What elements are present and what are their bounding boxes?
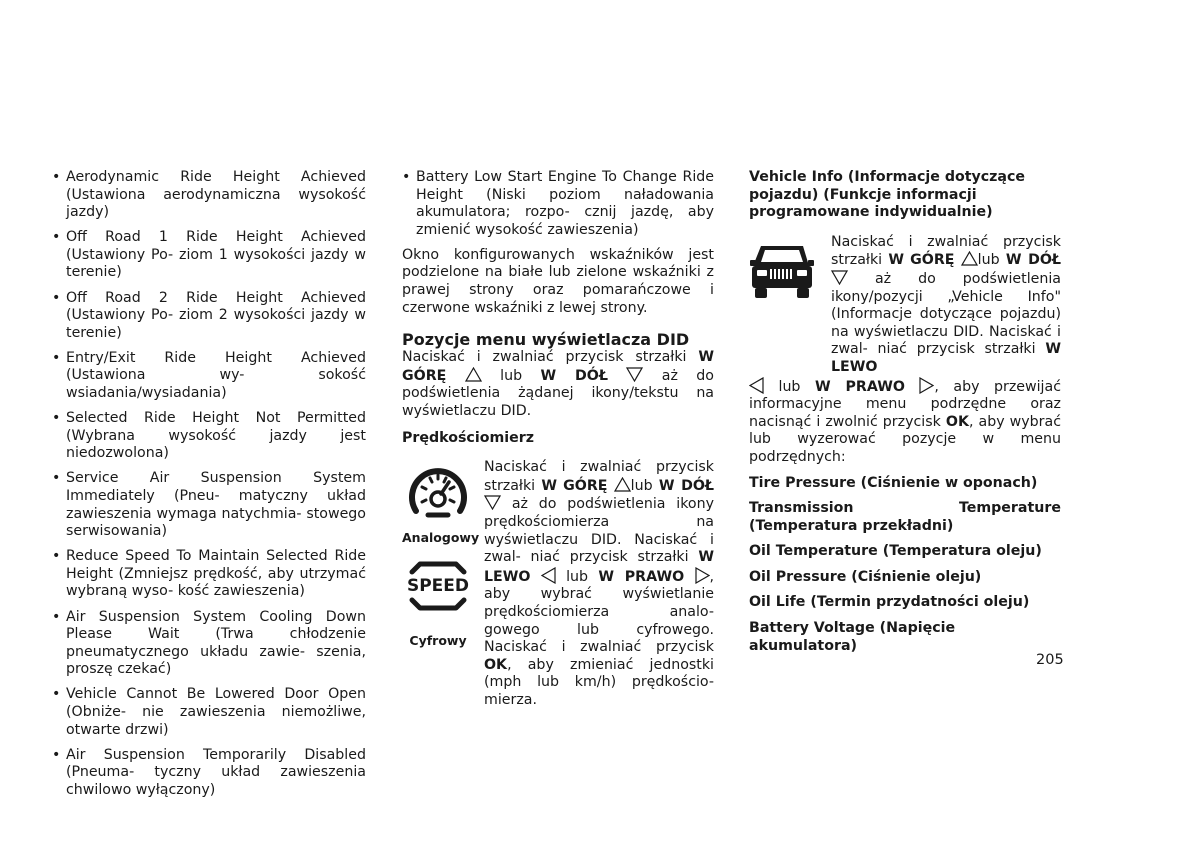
vehicle-info-block: [749, 234, 1061, 467]
list-item: • Air Suspension System Cooling Down Please Wait (Trwa chłodzenie pneumatycznego układu zawie- szenia, proszę czekać): [52, 608, 366, 678]
list-item: • Air Suspension Temporarily Disabled (Pneuma- tyczny układ zawieszenia chwilowo wyłączony): [52, 746, 366, 798]
menu-item-tire-pressure: Tire Pressure (Ciśnienie w oponach): [749, 474, 1038, 491]
list-item: • Aerodynamic Ride Height Achieved (Ustawiona aerodynamiczna wysokość jazdy): [52, 169, 366, 221]
analog-caption: Analogowy: [402, 529, 480, 545]
menu-item-oil-temperature: Oil Temperature (Temperatura oleju): [749, 543, 1042, 560]
speedometer-block: [402, 459, 714, 709]
paragraph: Naciskać i zwalniać przycisk strzałki W GÓRĘ lub W DÓŁ aż do podświetlenia żądanej ikony/tekstu na wyświetlaczu DID.: [402, 349, 714, 420]
triangle-left-icon: [541, 567, 556, 584]
triangle-left-icon: [749, 377, 764, 394]
vehicle-info-text-cont: lub W PRAWO , aby przewijać informacyjne menu podrzędne oraz nacisnąć i zwolnić przycisk OK, aby wybrać lub wyzerować pozycje w menu podrzędnych:: [749, 378, 1062, 465]
triangle-up-icon: [614, 477, 631, 492]
triangle-right-icon: [695, 567, 710, 584]
triangle-right-icon: [919, 377, 934, 394]
subsection-title: Prędkościomierz: [402, 429, 534, 446]
column-right: [749, 169, 1061, 655]
list-item: • Battery Low Start Engine To Change Ride Height (Niski poziom naładowania akumulatora; rozpo- cznij jazdę, aby zmienić wysokość zawieszenia): [402, 169, 714, 238]
vehicle-front-icon: [749, 238, 815, 300]
column-middle: [402, 169, 714, 710]
speed-icon-text: SPEED: [406, 576, 470, 597]
triangle-down-icon: [484, 495, 501, 510]
list-item: • Off Road 2 Ride Height Achieved (Ustawiony Po- ziom 2 wysokości jazdy w terenie): [52, 289, 366, 341]
vehicle-info-text: Naciskać i zwalniać przycisk strzałki W GÓRĘ lub W DÓŁ aż do podświetlenia ikony/pozycji „Vehicle Info" (Informacje dotyczące pojazdu) na wyświetlaczu DID. Naciskać i zwal- niać przycisk strzałki W LEWO: [831, 233, 1062, 375]
speedometer-icon: [408, 465, 468, 521]
triangle-up-icon: [961, 251, 978, 266]
speedometer-icons: [402, 465, 480, 649]
menu-item-oil-life: Oil Life (Termin przydatności oleju): [749, 594, 1030, 611]
menu-item-transmission-temperature: Transmission Temperature (Temperatura przekładni): [749, 500, 1061, 534]
triangle-down-icon: [831, 270, 848, 285]
list-item: • Entry/Exit Ride Height Achieved (Ustawiona wy- sokość wsiadania/wysiadania): [52, 349, 366, 402]
speedometer-text: Naciskać i zwalniać przycisk strzałki W GÓRĘ lub W DÓŁ aż do podświetlenia ikony prędkościomierza na wyświetlaczu DID. Naciskać i zwal- niać przycisk strzałki W LEWO lub W PRAWO , aby wybrać wyświetlanie prędkościomierza analo- gowego lub cyfrowego. Naciskać i zwalniać przycisk OK, aby zmieniać jednostki (mph lub km/h) prędkościo- mierza.: [484, 459, 715, 708]
menu-item-oil-pressure: Oil Pressure (Ciśnienie oleju): [749, 568, 982, 585]
menu-item-battery-voltage: Battery Voltage (Napięcie akumulatora): [749, 620, 956, 654]
list-item: • Selected Ride Height Not Permitted (Wybrana wysokość jazdy jest niedozwolona): [52, 410, 366, 462]
speed-digital-icon: [406, 560, 470, 612]
message-list: [52, 169, 366, 800]
list-item: • Service Air Suspension System Immediately (Pneu- matyczny układ zawieszenia wymaga natychmia- stowego serwisowania): [52, 470, 366, 540]
digital-caption: Cyfrowy: [409, 633, 467, 648]
message-list: [402, 169, 714, 239]
page-number: 205: [1036, 652, 1064, 668]
list-item: • Vehicle Cannot Be Lowered Door Open (Obniże- nie zawieszenia niemożliwe, otwarte drzwi): [52, 686, 366, 738]
list-item: • Reduce Speed To Maintain Selected Ride Height (Zmniejsz prędkość, aby utrzymać wybraną wyso- kość zawieszenia): [52, 548, 366, 600]
list-item: • Off Road 1 Ride Height Achieved (Ustawiony Po- ziom 1 wysokości jazdy w terenie): [52, 229, 366, 281]
section-title: Pozycje menu wyświetlacza DID: [402, 330, 690, 350]
section-heading: Vehicle Info (Informacje dotyczące pojazdu) (Funkcje informacji programowane indywidualnie): [749, 169, 1026, 221]
column-left: [52, 169, 366, 807]
paragraph: Okno konfigurowanych wskaźników jest podzielone na białe lub zielone wskaźniki z prawej strony oraz pomarańczowe i czerwone wskaźniki z lewej strony.: [402, 246, 714, 316]
triangle-up-icon: [465, 367, 482, 382]
triangle-down-icon: [626, 367, 643, 382]
